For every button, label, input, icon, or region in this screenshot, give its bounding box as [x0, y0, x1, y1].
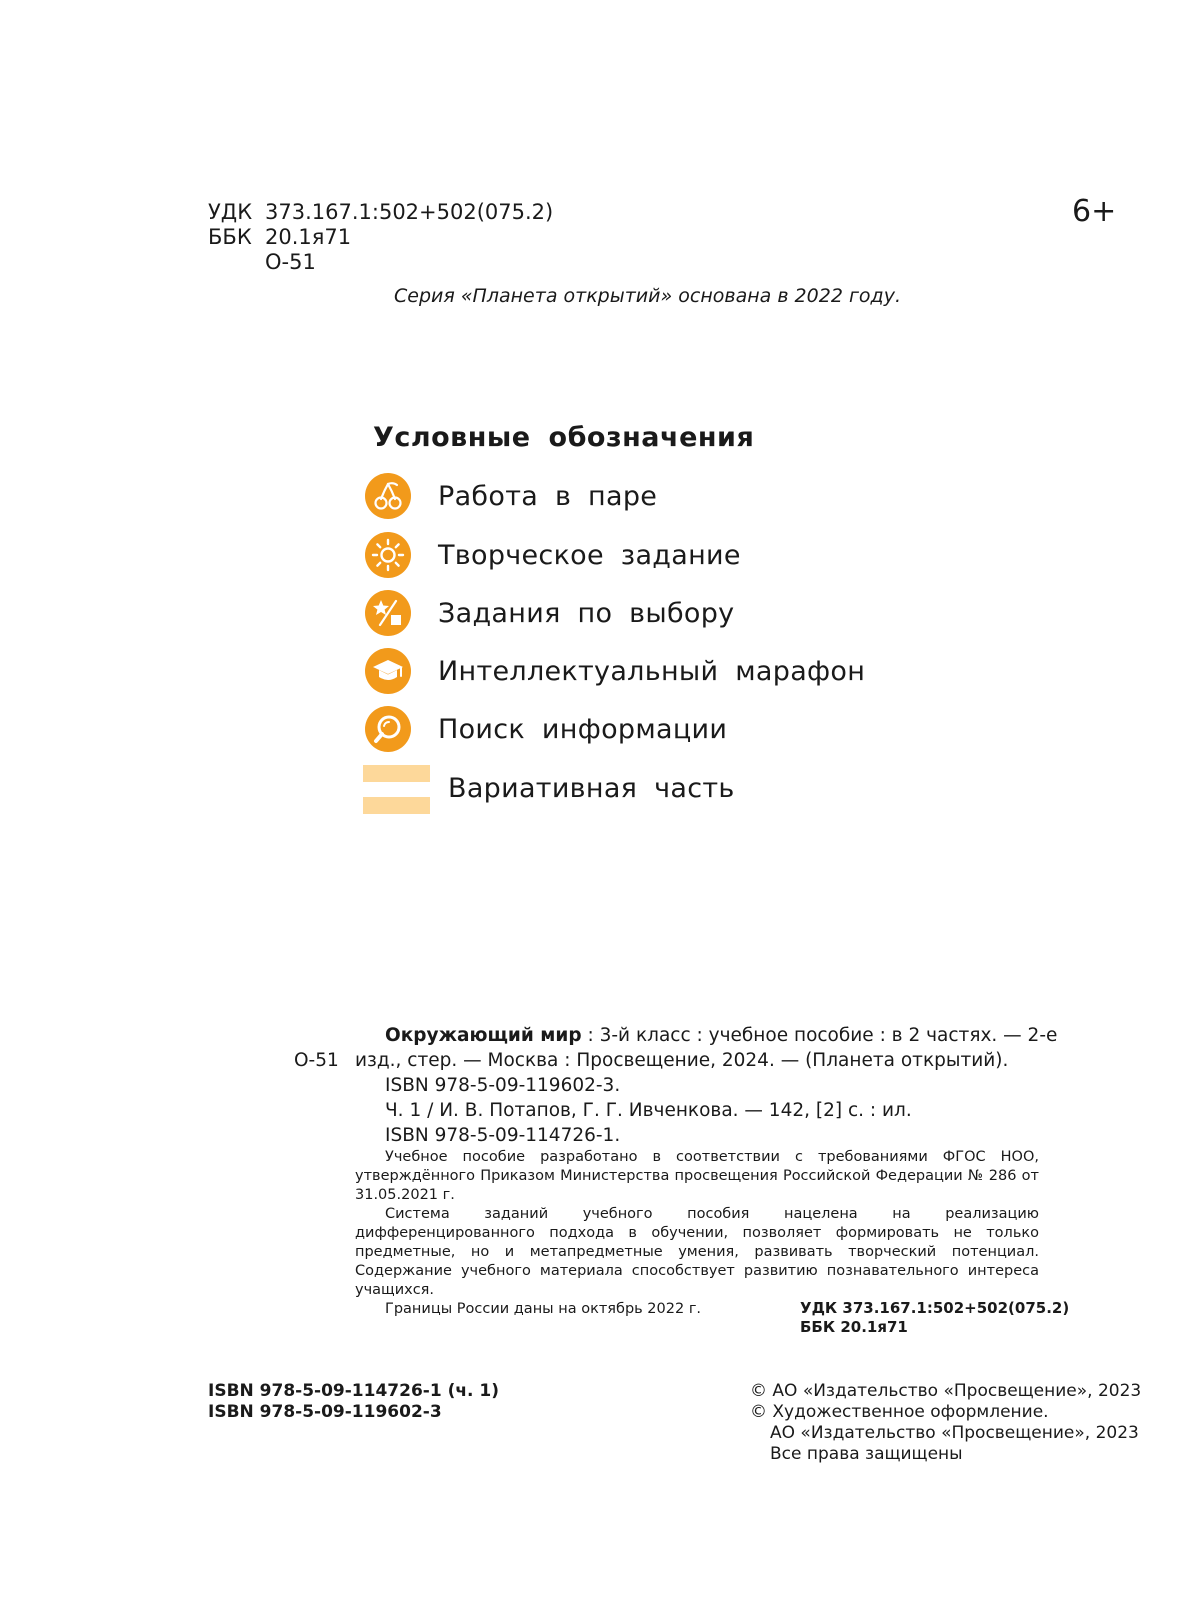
book-title-rest: : 3-й класс : учебное пособие : в 2 частях. — 2-е — [581, 1025, 1058, 1046]
rights-reserved: Все права защищены — [770, 1444, 963, 1464]
copyright-line: © АО «Издательство «Просвещение», 2023 — [750, 1381, 1142, 1401]
isbn-part: ISBN 978-5-09-114726-1. — [385, 1125, 621, 1146]
bibliographic-record — [355, 1023, 1058, 1148]
isbn-block — [208, 1381, 499, 1423]
annotation-paragraph: Система заданий учебного пособия нацелена на реализацию дифференцированного подхода в обучении, позволяет формировать не только предметные, но и метапредметные умения, развивать творческий потенциал. Содержание учебного материала способствует развитию познавательного интереса учащихся. — [355, 1206, 1039, 1298]
annotation — [355, 1148, 1039, 1319]
legend-item-pair-work — [365, 472, 657, 520]
udk-label: УДК — [208, 200, 253, 224]
cherries-icon — [365, 473, 411, 519]
bbk-line: ББК 20.1я71 — [800, 1318, 908, 1336]
part-line: Ч. 1 / И. В. Потапов, Г. Г. Ивченкова. — 142, [2] с. : ил. — [385, 1100, 912, 1121]
copyright-block — [750, 1381, 1141, 1465]
variative-marker-bar-top — [363, 765, 430, 782]
legend-item-creative-task — [365, 531, 741, 579]
author-mark: О-51 — [265, 250, 316, 274]
udk-bbk-footer — [800, 1299, 1069, 1337]
legend-item-label: Творческое задание — [438, 539, 741, 571]
sun-icon — [365, 532, 411, 578]
isbn-full: ISBN 978-5-09-119602-3. — [385, 1075, 621, 1096]
legend-item-label: Поиск информации — [438, 713, 728, 745]
legend-item-label: Работа в паре — [438, 480, 658, 512]
copyright-line: АО «Издательство «Просвещение», 2023 — [770, 1423, 1139, 1443]
legend-item-variative-label: Вариативная часть — [448, 773, 735, 804]
legend-item-label: Интеллектуальный марафон — [438, 655, 866, 687]
isbn-line: ISBN 978-5-09-114726-1 (ч. 1) — [208, 1381, 500, 1401]
classification-codes — [208, 200, 553, 275]
legend-item-label: Задания по выбору — [438, 597, 735, 629]
bbk-label: ББК — [208, 225, 252, 249]
age-rating: 6+ — [1072, 194, 1117, 229]
shapes-choice-icon — [365, 590, 411, 636]
bbk-value: 20.1я71 — [265, 225, 352, 249]
magnifier-icon — [365, 706, 411, 752]
graduation-cap-icon — [365, 648, 411, 694]
bib-author-mark: О-51 — [294, 1050, 339, 1071]
variative-marker-bar-bottom — [363, 797, 430, 814]
legend-item-intellectual-marathon — [365, 647, 865, 695]
annotation-paragraph: Учебное пособие разработано в соответствии с требованиями ФГОС НОО, утверждённого Приказом Министерства просвещения Российской Федерации № 286 от 31.05.2021 г. — [355, 1149, 1039, 1203]
series-note: Серия «Планета открытий» основана в 2022 году. — [394, 285, 901, 307]
legend-title: Условные обозначения — [373, 422, 755, 453]
annotation-paragraph: Границы России даны на октябрь 2022 г. — [385, 1301, 702, 1317]
bib-line-2: изд., стер. — Москва : Просвещение, 2024. — (Планета открытий). — [355, 1050, 1009, 1071]
isbn-line: ISBN 978-5-09-119602-3 — [208, 1402, 442, 1422]
udk-value: 373.167.1:502+502(075.2) — [265, 200, 554, 224]
legend-item-choice-tasks — [365, 589, 734, 637]
book-title: Окружающий мир — [385, 1025, 582, 1046]
copyright-line: © Художественное оформление. — [750, 1402, 1049, 1422]
legend-item-info-search — [365, 705, 727, 753]
udk-line: УДК 373.167.1:502+502(075.2) — [800, 1299, 1070, 1317]
